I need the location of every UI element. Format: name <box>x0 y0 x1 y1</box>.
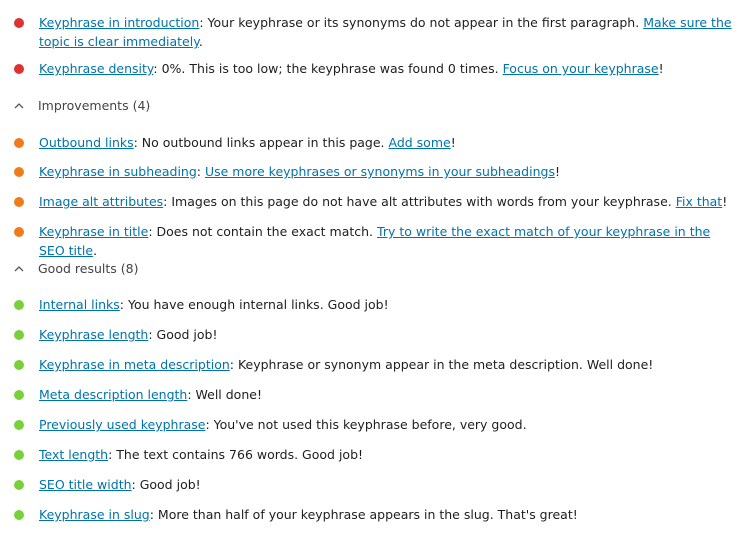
result-text: Keyphrase length: Good job! <box>39 327 218 342</box>
chevron-up-icon <box>14 101 24 111</box>
improvements-section-toggle[interactable] <box>14 98 150 113</box>
result-text: SEO title width: Good job! <box>39 477 201 492</box>
result-link[interactable]: Keyphrase in subheading <box>39 164 197 179</box>
result-text: Outbound links: No outbound links appear in this page. Add some! <box>39 135 456 150</box>
green-status-dot-icon <box>14 450 24 460</box>
green-status-dot-icon <box>14 360 24 370</box>
improvement-item <box>14 162 738 181</box>
action-link[interactable]: Focus on your keyphrase <box>502 61 659 76</box>
orange-status-dot-icon <box>14 197 24 207</box>
action-link[interactable]: Try to write the exact match of your keyphrase in the SEO title <box>39 224 711 258</box>
green-status-dot-icon <box>14 480 24 490</box>
result-link[interactable]: Image alt attributes <box>39 194 164 209</box>
result-text: Keyphrase density: 0%. This is too low; the keyphrase was found 0 times. Focus on your keyphrase! <box>39 61 664 76</box>
good-result-item <box>14 295 738 314</box>
good-result-item <box>14 475 738 494</box>
green-status-dot-icon <box>14 390 24 400</box>
result-link[interactable]: Keyphrase in introduction <box>39 15 200 30</box>
action-link[interactable]: Fix that <box>675 194 723 209</box>
result-text: Text length: The text contains 766 words. Good job! <box>39 447 364 462</box>
result-text: Keyphrase in slug: More than half of your keyphrase appears in the slug. That's great! <box>39 507 578 522</box>
result-link[interactable]: Text length <box>39 447 109 462</box>
result-link[interactable]: Keyphrase in meta description <box>39 357 230 372</box>
result-link[interactable]: Previously used keyphrase <box>39 417 206 432</box>
result-link[interactable]: Meta description length <box>39 387 188 402</box>
green-status-dot-icon <box>14 330 24 340</box>
result-text: Keyphrase in meta description: Keyphrase or synonym appear in the meta description. Well done! <box>39 357 654 372</box>
action-link[interactable]: Make sure the topic is clear immediately <box>39 15 732 49</box>
result-link[interactable]: Keyphrase density <box>39 61 154 76</box>
result-text: Previously used keyphrase: You've not used this keyphrase before, very good. <box>39 417 527 432</box>
good-result-item <box>14 385 738 404</box>
green-status-dot-icon <box>14 510 24 520</box>
result-text: Meta description length: Well done! <box>39 387 262 402</box>
improvements-header: Improvements (4) <box>38 98 151 113</box>
green-status-dot-icon <box>14 300 24 310</box>
result-text: Internal links: You have enough internal links. Good job! <box>39 297 389 312</box>
action-link[interactable]: Use more keyphrases or synonyms in your subheadings <box>204 164 555 179</box>
result-link[interactable]: Keyphrase length <box>39 327 149 342</box>
improvement-item <box>14 192 738 211</box>
red-status-dot-icon <box>14 18 24 28</box>
result-link[interactable]: Outbound links <box>39 135 134 150</box>
improvement-item <box>14 222 738 260</box>
result-link[interactable]: Internal links <box>39 297 120 312</box>
good-results-section-toggle[interactable] <box>14 261 138 276</box>
result-link[interactable]: Keyphrase in slug <box>39 507 150 522</box>
good-result-item <box>14 445 738 464</box>
orange-status-dot-icon <box>14 227 24 237</box>
good-result-item <box>14 415 738 434</box>
chevron-up-icon <box>14 264 24 274</box>
result-text: Keyphrase in subheading: Use more keyphrases or synonyms in your subheadings! <box>39 164 560 179</box>
improvement-item <box>14 133 738 152</box>
good-result-item <box>14 355 738 374</box>
orange-status-dot-icon <box>14 138 24 148</box>
green-status-dot-icon <box>14 420 24 430</box>
result-link[interactable]: SEO title width <box>39 477 132 492</box>
result-text: Keyphrase in title: Does not contain the exact match. Try to write the exact match of your keyphrase in the SEO title. <box>39 224 711 258</box>
good-result-item <box>14 325 738 344</box>
result-link[interactable]: Keyphrase in title <box>39 224 149 239</box>
result-text: Keyphrase in introduction: Your keyphrase or its synonyms do not appear in the first paragraph. Make sure the topic is clear immediately. <box>39 15 732 49</box>
problem-item <box>14 59 738 78</box>
result-text: Image alt attributes: Images on this page do not have alt attributes with words from your keyphrase. Fix that! <box>39 194 728 209</box>
good-results-header: Good results (8) <box>38 261 139 276</box>
action-link[interactable]: Add some <box>388 135 451 150</box>
problem-item <box>14 13 738 51</box>
red-status-dot-icon <box>14 64 24 74</box>
orange-status-dot-icon <box>14 167 24 177</box>
good-result-item <box>14 505 738 524</box>
